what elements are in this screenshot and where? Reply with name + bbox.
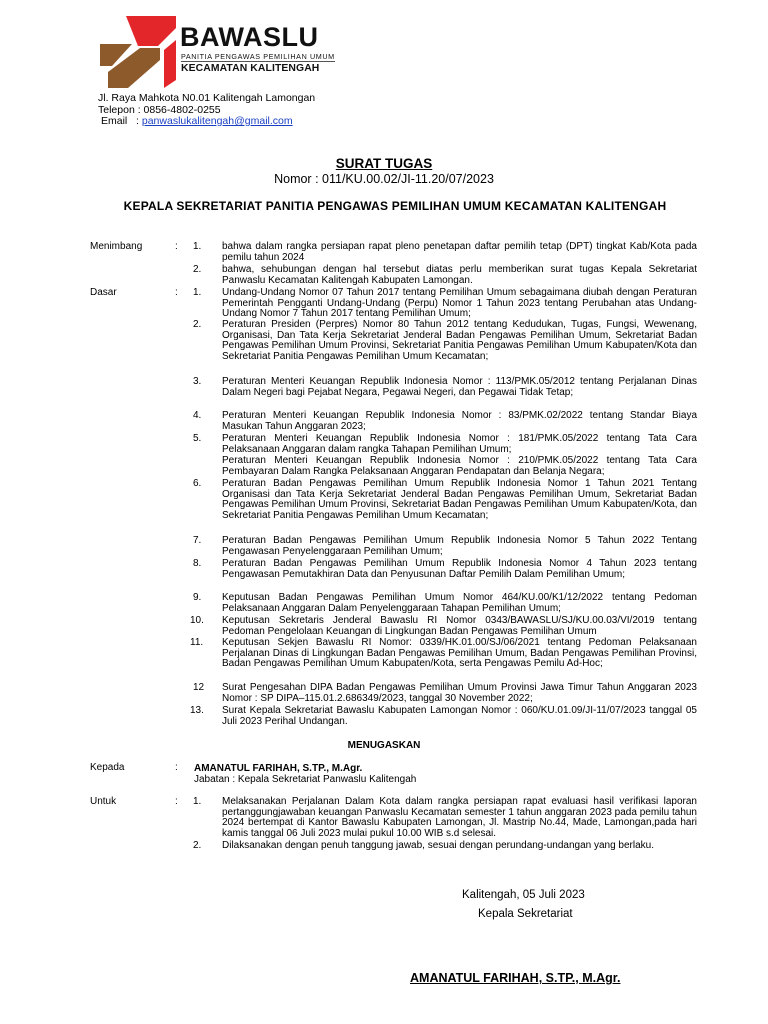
untuk-item-number: 2. (193, 840, 202, 851)
menimbang-colon: : (175, 241, 178, 252)
phone-value: : 0856-4802-0255 (137, 103, 221, 116)
dasar-item-number: 12 (193, 682, 205, 693)
document-number: Nomor : 011/KU.00.02/JI-11.20/07/2023 (274, 172, 494, 186)
kepada-label: Kepada (90, 762, 125, 773)
dasar-label: Dasar (90, 287, 117, 298)
dasar-item-text: Keputusan Sekjen Bawaslu RI Nomor: 0339/HK.01.00/SJ/06/2021 tentang Pedoman Pelaksanaan Perjalanan Dinas di Lingkungan Badan Pengawas Pemilihan Umum, Badan Pengawas Pemilihan Provinsi, Badan Pengawas Pemilihan Umum Kabupaten/Kota, serta Pengawas Pemilu Ad-Hoc; (222, 637, 697, 670)
dasar-item-text: Peraturan Presiden (Perpres) Nomor 80 Tahun 2012 tentang Kedudukan, Tugas, Fungsi, Wewenang, Organisasi, Dan Tata Kerja Sekretariat Jenderal Badan Pengawas Pemilihan Umum, Sekretariat Badan Pengawas Pemilihan Umum Provinsi, Sekretariat Panitia Pengawas Pemilihan Umum Kabupaten/Kota dan Sekretariat Panitia Pengawas Pemilihan Umum Kecamatan; (222, 319, 697, 362)
dasar-item-number: 8. (193, 558, 202, 569)
org-full-name: PANITIA PENGAWAS PEMILIHAN UMUM (181, 52, 335, 61)
dasar-item-text: Peraturan Badan Pengawas Pemilihan Umum Republik Indonesia Nomor 1 Tahun 2021 Tentang Organisasi dan Tata Kerja Sekretariat Jenderal Badan Pengawas Pemilihan Umum, Sekretariat Badan Pengawas Pemilihan Umum Provinsi, Sekretariat Badan Pengawas Pemilihan Umum Kabupaten/Kota, dan Sekretariat Panitia Pengawas Pemilihan Umum Kecamatan; (222, 478, 697, 521)
dasar-item-number: 5. (193, 433, 202, 444)
contact-block (98, 93, 315, 128)
menimbang-item-text: bahwa, sehubungan dengan hal tersebut diatas perlu memberikan surat tugas Kepala Sekretariat Panwaslu Kecamatan Kalitengah Kabupaten Lamongan. (222, 264, 697, 286)
signatory-name: AMANATUL FARIHAH, S.TP., M.Agr. (410, 971, 621, 985)
dasar-item-text: Surat Pengesahan DIPA Badan Pengawas Pemilihan Umum Provinsi Jawa Timur Tahun Anggaran 2023 Nomor : SP DIPA–115.01.2.686349/2023, tanggal 30 November 2022; (222, 682, 697, 704)
dasar-item-number: 11. (190, 637, 204, 648)
dasar-item-text: Peraturan Menteri Keuangan Republik Indonesia Nomor : 113/PMK.05/2012 tentang Perjalanan Dinas Dalam Negeri bagi Pejabat Negara, Pegawai Negeri, dan Pegawai Tidak Tetap; (222, 376, 697, 398)
letterhead-divider (181, 61, 335, 62)
dasar-item-text: Peraturan Menteri Keuangan Republik Indonesia Nomor : 83/PMK.02/2022 tentang Standar Biaya Masukan Tahun Anggaran 2023; (222, 410, 697, 432)
email-sep: : (136, 115, 139, 127)
dasar-item-text: Peraturan Menteri Keuangan Republik Indonesia Nomor : 181/PMK.05/2022 tentang Tata Cara Pelaksanaan Anggaran dalam rangka Tahapan Pemilihan Umum; (222, 433, 697, 455)
dasar-item-text: Peraturan Badan Pengawas Pemilihan Umum Republik Indonesia Nomor 4 Tahun 2023 tentang Pengawasan Pemutakhiran Data dan Penyusunan Daftar Pemilih Dalam Pemilihan Umum; (222, 558, 697, 580)
dasar-item-number: 6. (193, 478, 202, 489)
untuk-item-number: 1. (193, 796, 202, 807)
email-line (98, 116, 315, 128)
email-label: Email (101, 115, 128, 127)
address: Jl. Raya Mahkota N0.01 Kalitengah Lamongan (98, 92, 316, 104)
kepada-colon: : (175, 762, 178, 773)
untuk-item-text: Dilaksanakan dengan penuh tanggung jawab, sesuai dengan perundang-undangan yang berlaku. (222, 840, 655, 851)
dasar-item-number: 1. (193, 287, 202, 298)
menimbang-item-number: 1. (193, 241, 202, 252)
dasar-item-text-continued: Peraturan Menteri Keuangan Republik Indonesia Nomor : 210/PMK.05/2022 tentang Tata Cara Pembayaran Dalam Rangka Pelaksanaan Anggaran Pendapatan dan Belanja Negara; (222, 455, 697, 477)
dasar-item-text: Undang-Undang Nomor 07 Tahun 2017 tentang Pemilihan Umum sebagaimana diubah dengan Peraturan Pemerintah Pengganti Undang-Undang (Perpu) Nomor 1 Tahun 2023 tentang Perubahan atas Undang-Undang Nomor 7 Tahun 2017 tentang Pemilihan Umum; (222, 287, 697, 320)
menugaskan-heading: MENUGASKAN (347, 740, 421, 751)
phone-label: Telepon (98, 103, 135, 116)
dasar-item-number: 3. (193, 376, 202, 387)
document-title: SURAT TUGAS (335, 156, 433, 171)
dasar-item-number: 9. (193, 592, 202, 603)
assignee-name: AMANATUL FARIHAH, S.TP., M.Agr. (194, 763, 363, 774)
dasar-item-text: Keputusan Sekretaris Jenderal Bawaslu RI Nomor 0343/BAWASLU/SJ/KU.00.03/VI/2019 tentang Pedoman Pengelolaan Keuangan di Lingkungan Badan Pengawas Pemilihan Umum (222, 615, 697, 637)
bawaslu-logo-icon (98, 14, 178, 90)
org-name: BAWASLU (180, 22, 319, 52)
dasar-item-text: Surat Kepala Sekretariat Bawaslu Kabupaten Lamongan Nomor : 060/KU.01.09/JI-11/07/2023 tanggal 05 Juli 2023 Perihal Undangan. (222, 705, 697, 727)
menimbang-item-number: 2. (193, 264, 202, 275)
signature-place-date: Kalitengah, 05 Juli 2023 (462, 889, 585, 901)
org-unit: KECAMATAN KALITENGAH (181, 63, 320, 74)
signature-title: Kepala Sekretariat (478, 908, 573, 920)
untuk-colon: : (175, 796, 178, 807)
dasar-item-number: 10. (190, 615, 204, 626)
dasar-item-number: 2. (193, 319, 202, 330)
dasar-item-text: Peraturan Badan Pengawas Pemilihan Umum Republik Indonesia Nomor 5 Tahun 2022 Tentang Pengawasan Penyelenggaraan Pemilihan Umum; (222, 535, 697, 557)
untuk-label: Untuk (90, 796, 117, 807)
menimbang-item-text: bahwa dalam rangka persiapan rapat pleno penetapan daftar pemilih tetap (DPT) tingkat Kab/Kota pada pemilu tahun 2024 (222, 241, 697, 263)
dasar-item-text: Keputusan Badan Pengawas Pemilihan Umum Nomor 464/KU.00/K1/12/2022 tentang Pedoman Pelaksanaan Anggaran Dalam Penyelenggaraan Tahapan Pemilihan Umum; (222, 592, 697, 614)
dasar-colon: : (175, 287, 178, 298)
email-link[interactable]: panwaslukalitengah@gmail.com (141, 115, 293, 127)
dasar-item-number: 7. (193, 535, 202, 546)
assignee-role: Jabatan : Kepala Sekretariat Panwaslu Kalitengah (194, 774, 417, 785)
menimbang-label: Menimbang (90, 241, 143, 252)
document-heading: KEPALA SEKRETARIAT PANITIA PENGAWAS PEMILIHAN UMUM KECAMATAN KALITENGAH (123, 199, 667, 213)
dasar-item-number: 4. (193, 410, 202, 421)
untuk-item-text: Melaksanakan Perjalanan Dalam Kota dalam rangka persiapan rapat evaluasi hasil verifikasi laporan pertanggungjawaban keuangan Panwaslu Kecamatan semester 1 tahun anggaran 2023 pada pemilu tahun 2024 bertempat di Kantor Bawaslu Kabupaten Lamongan, Jl. Mastrip No.44, Made, Lamongan,pada hari kamis tanggal 06 Juli 2023 mulai pukul 10.00 WIB s.d selesai. (222, 796, 697, 839)
dasar-item-number: 13. (190, 705, 204, 716)
